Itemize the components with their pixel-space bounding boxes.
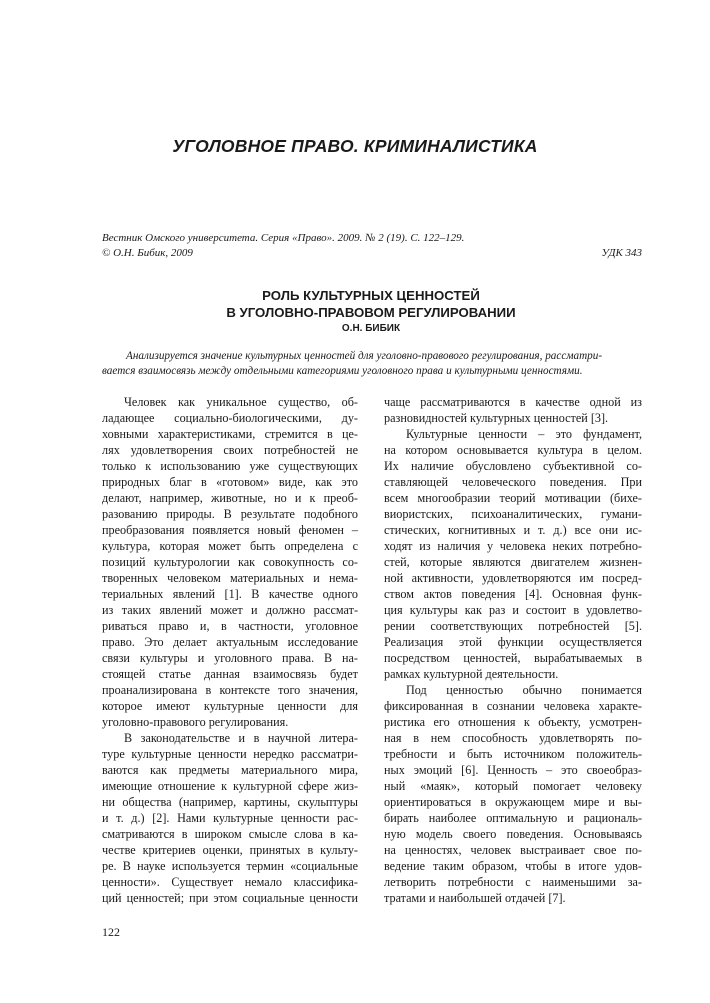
body-line: стических, когнитивных и т. д.) все они ис-: [384, 523, 642, 537]
body-line: природных благ в «готовом» виде, как это: [102, 475, 358, 489]
journal-citation: Вестник Омского университета. Серия «Право». 2009. № 2 (19). С. 122–129.: [102, 232, 465, 244]
body-line: виористских, психоаналитических, гумани-: [384, 507, 642, 521]
body-line: ная в нем способность удовлетворять по-: [384, 731, 642, 745]
body-line: ную модель своего поведения. Основываясь: [384, 827, 642, 841]
body-line: право. Это делает актуальным исследование: [102, 635, 358, 649]
body-line: В законодательстве и в научной литера-: [124, 731, 358, 745]
body-line: только к использованию уже существующих: [102, 459, 358, 473]
body-line: ный «маяк», который помогает человеку: [384, 779, 642, 793]
body-line: которое имеют культурные ценности для: [102, 699, 358, 713]
body-line: сматриваются в широком смысле слова в ка-: [102, 827, 358, 841]
body-line: чаще рассматриваются в качестве одной из: [384, 395, 642, 409]
body-line: териальных явлений [1]. В качестве одного: [102, 587, 358, 601]
body-line: ховными характеристиками, стремится в це-: [102, 427, 358, 441]
body-line: проанализирована в контексте того значения,: [102, 683, 358, 697]
body-line: ведение таким образом, чтобы в итоге удов-: [384, 859, 642, 873]
body-line: творенных человеком материальных и нема-: [102, 571, 358, 585]
body-line: культура, которая может быть определена с: [102, 539, 358, 553]
body-line: связи культуры и уголовного права. В на-: [102, 651, 358, 665]
abstract: [102, 349, 642, 379]
body-line: разновидностей культурных ценностей [3].: [384, 411, 609, 425]
body-line: преобразования появляется новый феномен –: [102, 523, 358, 537]
body-line: разованию природы. В результате подобного: [102, 507, 358, 521]
article-title-line: В УГОЛОВНО-ПРАВОВОМ РЕГУЛИРОВАНИИ: [226, 305, 516, 320]
body-line: ладающее социально-биологическими, ду-: [102, 411, 358, 425]
body-line: всем многообразии теорий мотивации (бихе-: [384, 491, 642, 505]
body-line: посредством ценностей, вырабатываемых в: [384, 651, 642, 665]
body-line: на котором основывается культура в целом.: [384, 443, 642, 457]
abstract-line: Анализируется значение культурных ценностей для уголовно-правового регулирования, рассматри-: [126, 350, 603, 362]
body-line: летворить потребности с наименьшими за-: [384, 875, 642, 889]
right-column: [384, 394, 642, 906]
body-line: рамках культурной деятельности.: [384, 667, 559, 681]
left-column: [102, 394, 358, 906]
body-line: ной активности, удовлетворяются им посред-: [384, 571, 642, 585]
body-line: ре. В науке используется термин «социальные: [102, 859, 358, 873]
body-line: делают, например, животные, но и к преоб-: [102, 491, 358, 505]
body-line: ваются как предметы материального мира,: [102, 763, 358, 777]
udc-code: УДК 343: [601, 247, 642, 259]
body-line: ристика его отношения к объекту, усмотрен-: [384, 715, 642, 729]
body-line: рении соответствующих потребностей [5].: [384, 619, 642, 633]
body-line: стей, которые являются двигателем жизнен-: [384, 555, 642, 569]
body-line: честве критериев оценки, принятых в культу-: [102, 843, 358, 857]
body-line: риваться право и, в частности, уголовное: [102, 619, 358, 633]
body-line: требности и быть источником положитель-: [384, 747, 642, 761]
body-line: Реализация этой функции осуществляется: [384, 635, 642, 649]
body-line: ориентироваться в окружающем мире и вы-: [384, 795, 642, 809]
body-line: на ценностях, человек выстраивает свое по-: [384, 843, 642, 857]
body-line: Их наличие обусловлено субъективной со-: [384, 459, 642, 473]
body-line: Под ценностью обычно понимается: [406, 683, 642, 697]
body-line: стоящей статье данная взаимосвязь будет: [102, 667, 358, 681]
body-line: туре культурные ценности нередко рассматри-: [102, 747, 358, 761]
citation-block: [102, 231, 642, 261]
article-title: [0, 287, 710, 321]
body-line: ни общества (например, картины, скульптуры: [102, 795, 358, 809]
body-line: фиксированная в сознании человека характе-: [384, 699, 642, 713]
body-line: бирать наиболее оптимальную и рациональ-: [384, 811, 642, 825]
body-line: Человек как уникальное существо, об-: [124, 395, 358, 409]
body-line: ций ценностей; при этом социальные ценности: [102, 891, 358, 905]
abstract-line: вается взаимосвязь между отдельными категориями уголовного права и культурными ценностями.: [102, 365, 583, 377]
section-title: УГОЛОВНОЕ ПРАВО. КРИМИНАЛИСТИКА: [172, 136, 538, 156]
body-line: из таких явлений может и должно рассмат-: [102, 603, 358, 617]
body-line: лях удовлетворения своих потребностей не: [102, 443, 358, 457]
body-line: имеющие отношение к культурной сфере жиз-: [102, 779, 358, 793]
body-line: позиций культурологии как совокупность со-: [102, 555, 358, 569]
body-line: ция культуры как раз и состоит в удовлетво-: [384, 603, 642, 617]
body-line: ходят из наличия у человека неких потребно-: [384, 539, 642, 553]
article-title-line: РОЛЬ КУЛЬТУРНЫХ ЦЕННОСТЕЙ: [262, 288, 480, 303]
body-line: ставляющей человеческого поведения. При: [384, 475, 642, 489]
body-line: Культурные ценности – это фундамент,: [406, 427, 642, 441]
body-line: ством актов поведения [4]. Основная функ-: [384, 587, 642, 601]
body-line: и т. д.) [2]. Нами культурные ценности рас-: [102, 811, 358, 825]
body-line: ных эмоций [6]. Ценность – это своеобраз-: [384, 763, 642, 777]
body-line: уголовно-правового регулирования.: [102, 715, 289, 729]
page-number: 122: [102, 925, 120, 939]
author-name: О.Н. БИБИК: [341, 323, 401, 334]
body-line: тратами и наибольшей отдачей [7].: [384, 891, 566, 905]
copyright-line: © О.Н. Бибик, 2009: [102, 247, 193, 259]
body-line: ценности». Существует немало классифика-: [102, 875, 358, 889]
